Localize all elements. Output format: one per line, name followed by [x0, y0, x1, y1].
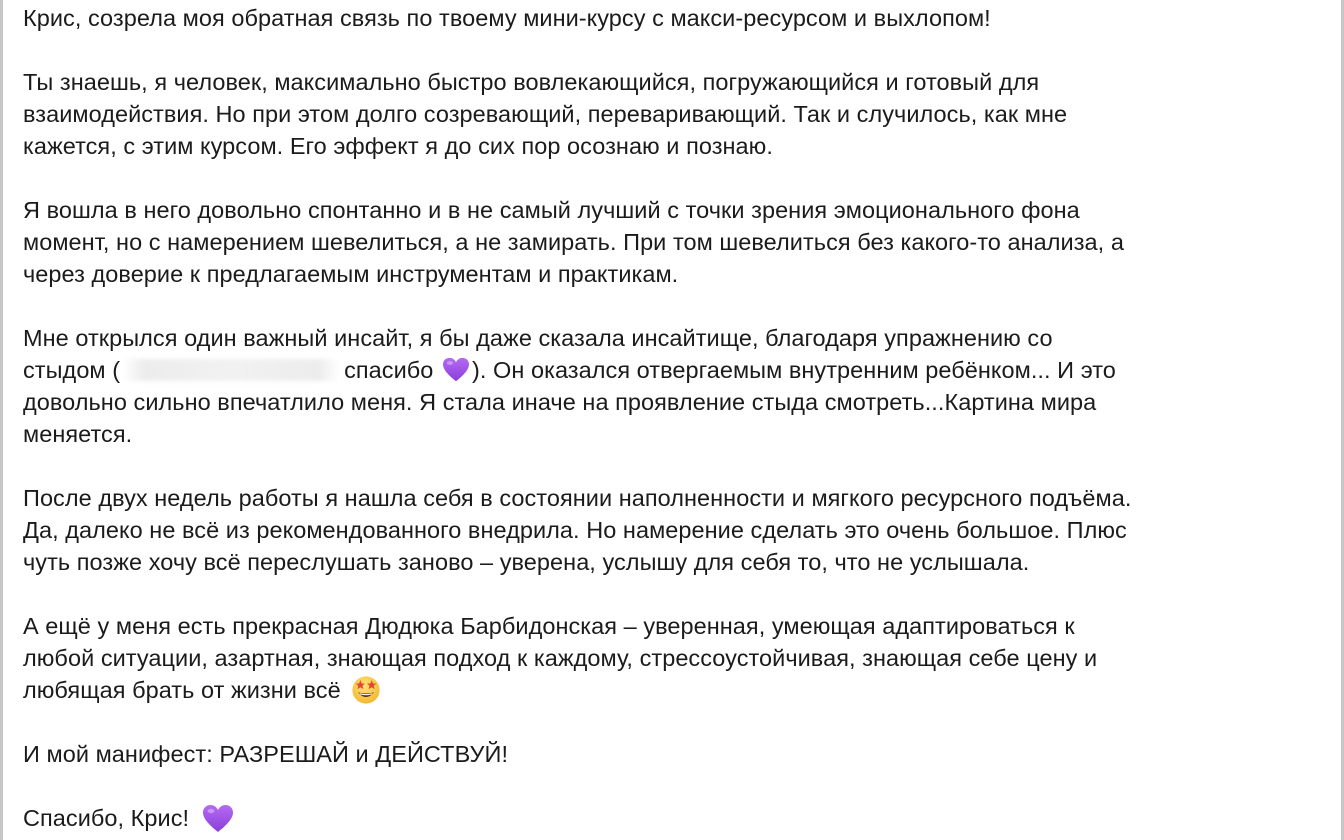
paragraph-3-line-1: Я вошла в него довольно спонтанно и в не самый лучший с точки зрения эмоционального фона — [23, 197, 1080, 223]
paragraph-6-line-2: любой ситуации, азартная, знающая подход к каждому, стрессоустойчивая, знающая себе цену и — [23, 645, 1098, 671]
signoff-text: Спасибо, Крис! — [23, 805, 190, 831]
paragraph-2-line-1: Ты знаешь, я человек, максимально быстро вовлекающийся, погружающийся и готовый для — [23, 69, 1040, 95]
paragraph-spacer — [23, 290, 1333, 322]
paragraph-3-line-2: момент, но с намерением шевелиться, а не замирать. При том шевелиться без какого-то анализа, а — [23, 229, 1124, 255]
paragraph-4-line-2-start: стыдом ( — [23, 357, 121, 383]
paragraph-spacer — [23, 34, 1333, 66]
paragraph-2-line-3: кажется, с этим курсом. Его эффект я до сих пор осознаю и познаю. — [23, 133, 773, 159]
paragraph-spacer — [23, 162, 1333, 194]
purple-heart-icon — [202, 804, 234, 834]
paragraph-4-line-1: Мне открылся один важный инсайт, я бы даже сказала инсайтище, благодаря упражнению со — [23, 325, 1053, 351]
paragraph-2-line-2: взаимодействия. Но при этом долго созревающий, переваривающий. Так и случилось, как мне — [23, 101, 1068, 127]
feedback-message — [23, 0, 1333, 834]
paragraph-3-line-3: через доверие к предлагаемым инструментам и практикам. — [23, 261, 679, 287]
paragraph-4-line-3: довольно сильно впечатлило меня. Я стала иначе на проявление стыда смотреть...Картина мира — [23, 389, 1097, 415]
paragraph-manifest: И мой манифест: РАЗРЕШАЙ и ДЕЙСТВУЙ! — [23, 741, 509, 767]
paragraph-4-thanks: спасибо — [344, 357, 434, 383]
paragraph-5-line-2: Да, далеко не всё из рекомендованного внедрила. Но намерение сделать это очень большое. Плюс — [23, 517, 1127, 543]
paragraph-signoff — [23, 802, 1333, 834]
paragraph-5-line-3: чуть позже хочу всё переслушать заново – уверена, услышу для себя то, что не услышала. — [23, 549, 1030, 575]
purple-heart-icon — [442, 357, 470, 383]
paragraph-spacer — [23, 450, 1333, 482]
paragraph-4-line-2 — [23, 354, 1333, 386]
paragraph-spacer — [23, 578, 1333, 610]
paragraph-6-line-3 — [23, 674, 1333, 706]
paragraph-5-line-1: После двух недель работы я нашла себя в состоянии наполненности и мягкого ресурсного подъёма. — [23, 485, 1132, 511]
redacted-text — [122, 359, 340, 381]
paragraph-6-line-1: А ещё у меня есть прекрасная Дюдюка Барбидонская – уверенная, умеющая адаптироваться к — [23, 613, 1075, 639]
paragraph-4-line-2-end: ). Он оказался отвергаемым внутренним ребёнком... И это — [472, 357, 1116, 383]
star-struck-face-icon — [351, 675, 381, 705]
paragraph-spacer — [23, 770, 1333, 802]
paragraph-greeting: Крис, созрела моя обратная связь по твоему мини-курсу с макси-ресурсом и выхлопом! — [23, 5, 991, 31]
paragraph-6-line-3-text: любящая брать от жизни всё — [23, 677, 341, 703]
paragraph-spacer — [23, 706, 1333, 738]
paragraph-4-line-4: меняется. — [23, 421, 133, 447]
